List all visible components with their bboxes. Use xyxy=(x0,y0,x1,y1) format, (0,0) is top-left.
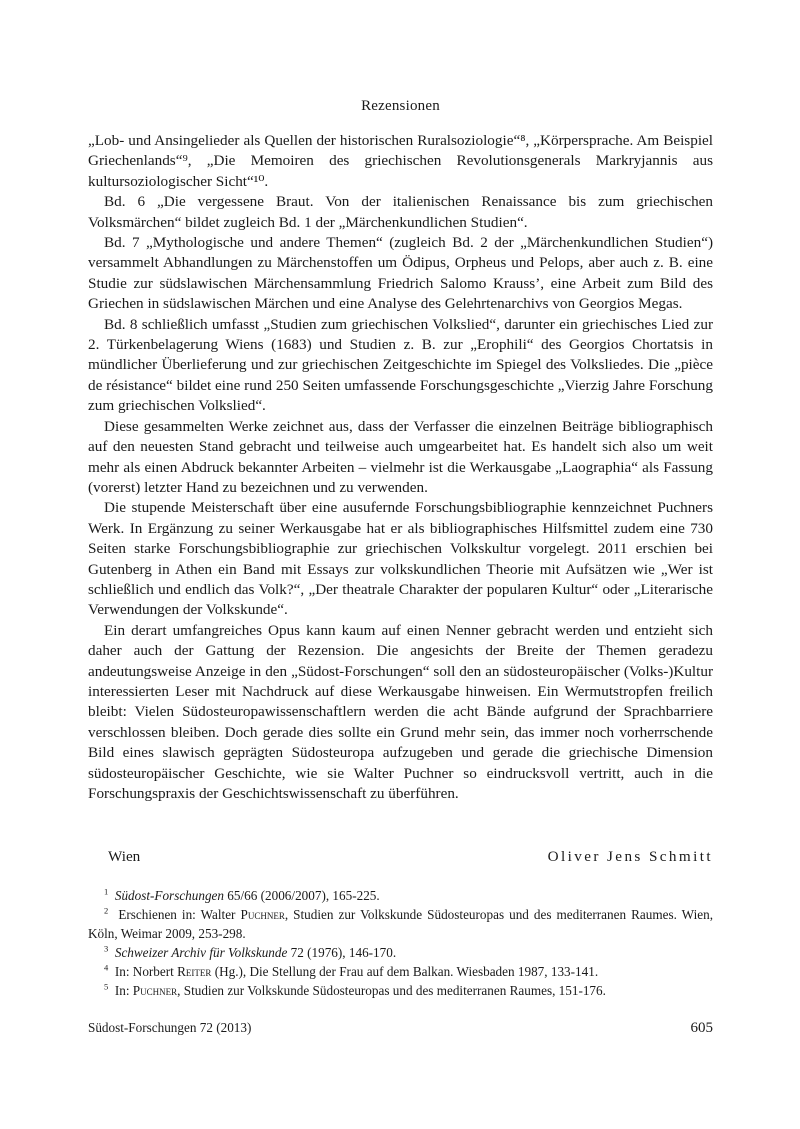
paragraph: „Lob- und Ansingelieder als Quellen der historischen Ruralsoziologie“⁸, „Körpersprache. Am Beispiel Griechenlands“⁹, „Die Memoiren des griechischen Revolutionsgenerals Markryjannis aus kultursoziologischer Sicht“¹⁰. xyxy=(88,132,713,190)
footnote-text: , Studien zur Volkskunde Südosteuropas und des mediterranen Raumes. Wien, Köln, Weimar 2009, 253-298. xyxy=(88,907,714,941)
author-name: Puchner xyxy=(240,907,285,922)
footnote-number: 4 xyxy=(104,962,109,973)
author-name: Puchner xyxy=(132,983,178,998)
footnote-text: In: Norbert xyxy=(114,964,178,979)
paragraph: Bd. 7 „Mythologische und andere Themen“ (zugleich Bd. 2 der „Märchenkundlichen Studien“) versammelt Abhandlungen zu Märchenstoffen um Ödipus, Orpheus und Pelops, aber auch z. B. eine Studie zur südslawischen Märchensammlung Friedrich Salomo Krauss’, eine Arbeit zum Bild des Griechen in südslawischen Märchen und eine Analyse des Gelehrtenarchivs von Georgios Megas. xyxy=(88,234,713,313)
signature-author: Oliver Jens Schmitt xyxy=(547,848,713,865)
signature xyxy=(108,848,713,866)
paragraph: Diese gesammelten Werke zeichnet aus, dass der Verfasser die einzelnen Beiträge bibliographisch auf den neuesten Stand gebracht und teilweise auch umgearbeitet hat. Es handelt sich also um weit mehr als einen Abdruck bekannter Arbeiten – vielmehr ist die Werkausgabe „Laographia“ als Fassung (vorerst) letzter Hand zu bezeichnen und zu verwenden. xyxy=(88,417,713,496)
footnote xyxy=(88,962,713,981)
footnote-text: , Studien zur Volkskunde Südosteuropas und des mediterranen Raumes, 151-176. xyxy=(177,983,606,998)
running-header: Rezensionen xyxy=(361,98,440,114)
footnote-number: 1 xyxy=(104,886,109,897)
footnote-number: 3 xyxy=(104,943,109,954)
footnote-number: 5 xyxy=(104,981,109,992)
page xyxy=(88,0,713,1129)
footnote-text: 65/66 (2006/2007), 165-225. xyxy=(224,888,380,903)
footnote-text: (Hg.), Die Stellung der Frau auf dem Balkan. Wiesbaden 1987, 133-141. xyxy=(211,964,599,979)
signature-place: Wien xyxy=(108,848,141,865)
footnote-text: Erschienen in: Walter xyxy=(118,907,241,922)
author-name: Reiter xyxy=(177,964,212,979)
footnote-title: Südost-Forschungen xyxy=(114,888,224,903)
footnote-title: Schweizer Archiv für Volkskunde xyxy=(114,945,288,960)
footnote-text: In: xyxy=(114,983,133,998)
page-footer xyxy=(88,1020,713,1037)
footnote-number: 2 xyxy=(104,905,109,916)
paragraph: Die stupende Meisterschaft über eine ausufernde Forschungsbibliographie kennzeichnet Puchners Werk. In Ergänzung zu seiner Werkausgabe hat er als bibliographisches Hilfsmittel zudem eine 730 Seiten starke Forschungsbibliographie zur griechischen Volkskultur vorgelegt. 2011 erschien bei Gutenberg in Athen ein Band mit Essays zur volkskundlichen Theorie mit Aufsätzen wie „Wer ist schließlich und endlich das Volk?“, „Der theatrale Charakter der popularen Kultur“ oder „Literarische Verwendungen der Volkskunde“. xyxy=(88,499,713,619)
paragraph: Bd. 6 „Die vergessene Braut. Von der italienischen Renaissance bis zum griechischen Volksmärchen“ bildet zugleich Bd. 1 der „Märchenkundlichen Studien“. xyxy=(88,193,713,231)
footnote-text: 72 (1976), 146-170. xyxy=(287,945,397,960)
paragraph: Ein derart umfangreiches Opus kann kaum auf einen Nenner gebracht werden und entzieht sich daher auch der Gattung der Rezension. Die angesichts der Breite der Themen geradezu andeutungsweise Anzeige in den „Südost-Forschungen“ soll den an südosteuropäischer (Volks-)Kultur interessierten Leser mit Nachdruck auf diese Werkausgabe hinweisen. Ein Wermutstropfen freilich bleibt: Vielen Südosteuropawissenschaftlern werden die acht Bände aufgrund der Sprachbarriere verschlossen bleiben. Doch gerade dies sollte ein Grund mehr sein, das immer noch vorherrschende Bild eines slawisch geprägten Südosteuropa aufzugeben und gerade die griechische Dimension südosteuropäischer Geschichte, wie sie Walter Puchner so eindrucksvoll vertritt, auch in die Forschungspraxis der Geschichtswissenschaft zu überführen. xyxy=(88,621,713,802)
footnote xyxy=(88,886,713,905)
journal-citation: Südost-Forschungen 72 (2013) xyxy=(88,1020,252,1035)
footnote xyxy=(88,943,713,962)
page-number: 605 xyxy=(690,1020,713,1036)
review-body xyxy=(88,131,713,804)
footnotes xyxy=(88,886,713,1000)
footnote xyxy=(88,905,713,943)
paragraph: Bd. 8 schließlich umfasst „Studien zum griechischen Volkslied“, darunter ein griechisches Lied zur 2. Türkenbelagerung Wiens (1683) und Studien z. B. zur „Erophili“ des Georgios Chortatsis in mündlicher Überlieferung und zur griechischen Zeitgeschichte im Spiegel des Volksliedes. Die „pièce de résistance“ bildet eine rund 250 Seiten umfassende Forschungsgeschichte „Vierzig Jahre Forschung zum griechischen Volkslied“. xyxy=(88,315,713,415)
footnote xyxy=(88,981,713,1000)
